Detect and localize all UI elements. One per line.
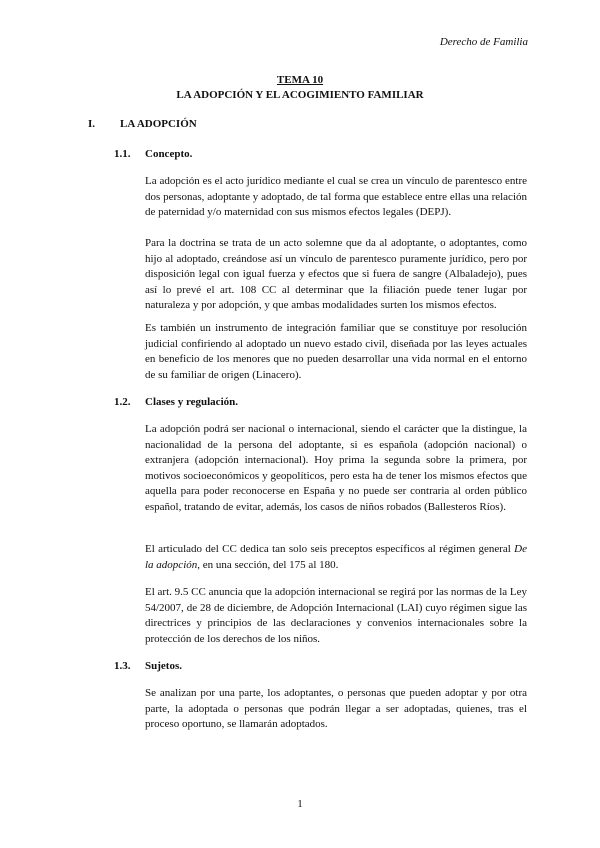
paragraph-concepto-1: La adopción es el acto jurídico mediante el cual se crea un vínculo de parentesco entre dos personas, adoptante y adoptado, de tal forma que establece entre ellas una relación de paternidad y/o maternidad con sus mismos efectos legales (DEPJ).: [145, 175, 527, 218]
subsection-number: 1.2.: [114, 396, 131, 408]
page-number: 1: [297, 798, 303, 810]
paragraph-concepto-2: Para la doctrina se trata de un acto solemne que da al adoptante, o adoptantes, como hijo al adoptado, creándose así un vínculo de parentesco puramente jurídico, pero por disposición legal con igual fuerza y efectos que si fuera de sangre (Albaladejo), pues así lo prevé el art. 108 CC al determinar que la filiación puede tener lugar por naturaleza y por adopción, y que ambas modalidades surten los mismos efectos.: [145, 237, 527, 311]
text-run: , en una sección, del 175 al 180.: [197, 558, 339, 571]
italic-text-run: De la adopción: [145, 543, 527, 571]
subsection-title: Clases y regulación.: [145, 396, 238, 408]
paragraph-clases-1: La adopción podrá ser nacional o internacional, siendo el carácter que la distingue, la nacionalidad de la persona del adoptante, si es española (adopción nacional) o extranjera (adopción internacional). Hoy prima la segunda sobre la primera, por motivos socioeconómicos y geopolíticos, pero esta ha de tener los mismos efectos que aquella para poder reconocerse en España y no puede ser contraria al orden público español, tratando de evitar, además, los casos de niños robados (Ballesteros Ríos).: [145, 423, 527, 513]
paragraph-clases-3: El art. 9.5 CC anuncia que la adopción internacional se regirá por las normas de la Ley 54/2007, de 28 de diciembre, de Adopción Internacional (LAI) cuyo régimen sigue las directrices y principios de las declaraciones y convenios internacionales sobre la protección de los derechos de los niños.: [145, 586, 527, 645]
section-title: LA ADOPCIÓN: [120, 118, 197, 130]
tema-number: TEMA 10: [276, 74, 324, 86]
subsection-title: Sujetos.: [145, 660, 182, 672]
paragraph-sujetos-1: Se analizan por una parte, los adoptantes, o personas que pueden adoptar y por otra parte, la adoptada o personas que podrán llegar a ser adoptadas, quienes, tras el proceso oportuno, se llamarán adoptados.: [145, 687, 527, 730]
section-number: I.: [88, 118, 96, 130]
subsection-heading-clases: [114, 396, 238, 408]
section-heading-adopcion: [88, 118, 197, 130]
subsection-title: Concepto.: [145, 148, 193, 160]
tema-subtitle: LA ADOPCIÓN Y EL ACOGIMIENTO FAMILIAR: [176, 89, 424, 101]
document-title: [0, 73, 600, 103]
subsection-number: 1.3.: [114, 660, 131, 672]
paragraph-concepto-3: Es también un instrumento de integración familiar que se constituye por resolución judicial confiriendo al adoptado un nuevo estado civil, diseñada por las leyes actuales en beneficio de los menores que no pueden desarrollar una vida normal en el entorno de su familiar de origen (Linacero).: [145, 322, 527, 381]
subsection-heading-sujetos: [114, 660, 182, 672]
subsection-number: 1.1.: [114, 148, 131, 160]
paragraph-clases-2: [145, 542, 527, 573]
text-run: El articulado del CC dedica tan solo seis preceptos específicos al régimen general: [145, 543, 515, 555]
subsection-heading-concepto: [114, 148, 192, 160]
running-header: Derecho de Familia: [439, 36, 528, 48]
